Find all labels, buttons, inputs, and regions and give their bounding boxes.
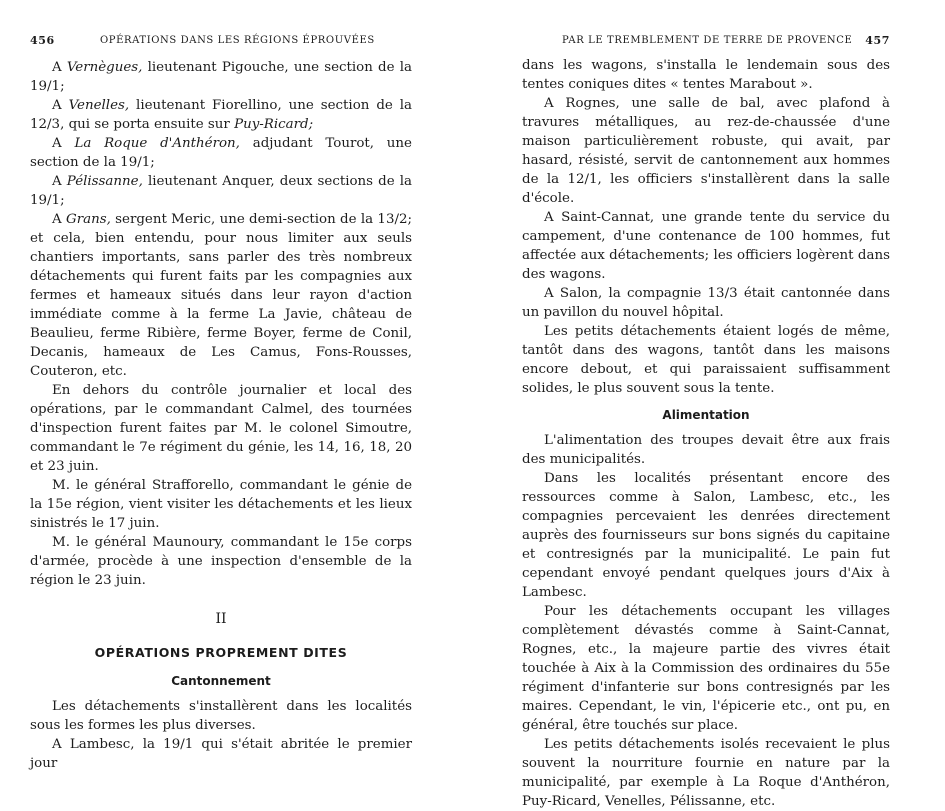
place-name: Pélissanne, <box>66 174 143 189</box>
paragraph: A La Roque d'Anthéron, adjudant Tourot, une section de la 19/1; <box>30 136 412 170</box>
left-page-header <box>30 34 412 52</box>
right-page <box>522 0 890 809</box>
paragraph: A Grans, sergent Meric, une demi-section de la 13/2; et cela, bien entendu, pour nous limiter aux seuls chantiers importants, sans parler des très nombreux détachements qui furent faits par les compagnies aux fermes et hameaux situés dans leur rayon d'action immédiate comme à la ferme La Javie, château de Beaulieu, ferme Ribière, ferme Boyer, ferme de Conil, Decanis, hameaux de Les Camus, Fons-Rousses, Couteron, etc. <box>30 212 413 379</box>
paragraph: A Pélissanne, lieutenant Anquer, deux sections de la 19/1; <box>30 174 413 208</box>
subheading-alimentation: Alimentation <box>662 408 750 422</box>
paragraph: M. le général Strafforello, commandant le génie de la 15e région, vient visiter les détachements et les lieux sinistrés le 17 juin. <box>30 478 412 531</box>
place-name: La Roque d'Anthéron, <box>74 136 240 151</box>
paragraph: Pour les détachements occupant les villages complètement dévastés comme à Saint-Cannat, Rognes, etc., la majeure partie des vivres était touchée à Aix à la Commission des ordinaires du 55e régiment d'infanterie sur bons contresignés par les maires. Cependant, le vin, l'épicerie etc., ont pu, en général, être touchés sur place. <box>522 604 890 733</box>
right-page-header <box>522 34 890 52</box>
place-name: Puy-Ricard; <box>234 117 314 132</box>
left-page <box>30 0 413 771</box>
right-page-body <box>522 56 890 811</box>
subheading-cantonnement: Cantonnement <box>171 674 271 688</box>
paragraph: Les petits détachements étaient logés de même, tantôt dans des wagons, tantôt dans les maisons encore debout, et qui paraissaient suffisamment solides, le plus souvent sous la tente. <box>522 324 890 396</box>
paragraph: M. le général Maunoury, commandant le 15e corps d'armée, procède à une inspection d'ensemble de la région le 23 juin. <box>30 535 412 588</box>
left-page-body <box>30 58 412 773</box>
paragraph: Dans les localités présentant encore des ressources comme à Salon, Lambesc, etc., les compagnies percevaient les denrées directement auprès des fournisseurs sur bons signés du capitaine et contresignés par la municipalité. Le pain fut cependant envoyé pendant quelques jours d'Aix à Lambesc. <box>522 471 890 600</box>
paragraph: En dehors du contrôle journalier et local des opérations, par le commandant Calmel, des tournées d'inspection furent faites par M. le colonel Simoutre, commandant le 7e régiment du génie, les 14, 16, 18, 20 et 23 juin. <box>30 383 412 474</box>
right-page-number: 457 <box>865 34 890 47</box>
chapter-title: OPÉRATIONS PROPREMENT DITES <box>94 645 348 660</box>
paragraph: A Salon, la compagnie 13/3 était cantonnée dans un pavillon du nouvel hôpital. <box>522 286 890 320</box>
paragraph: Les petits détachements isolés recevaient le plus souvent la nourriture fournie en nature par la municipalité, par exemple à La Roque d'Anthéron, Puy-Ricard, Venelles, Pélissanne, etc. <box>522 737 890 809</box>
paragraph: dans les wagons, s'installa le lendemain sous des tentes coniques dites « tentes Marabout ». <box>522 58 890 92</box>
place-name: Vernègues, <box>66 60 143 75</box>
paragraph: A Saint-Cannat, une grande tente du service du campement, d'une contenance de 100 hommes, fut affectée aux détachements; les officiers logèrent dans des wagons. <box>522 210 890 282</box>
section-numeral: II <box>215 611 227 627</box>
left-page-number: 456 <box>30 34 55 47</box>
right-running-head: PAR LE TREMBLEMENT DE TERRE DE PROVENCE <box>562 35 853 46</box>
paragraph: A Rognes, une salle de bal, avec plafond à travures métalliques, au rez-de-chaussée d'une maison particulièrement robuste, qui avait, par hasard, résisté, servit de cantonnement aux hommes de la 12/1, les officiers s'installèrent dans la salle d'école. <box>522 96 890 206</box>
paragraph: Les détachements s'installèrent dans les localités sous les formes les plus diverses. <box>30 699 412 733</box>
paragraph: A Venelles, lieutenant Fiorellino, une section de la 12/3, qui se porta ensuite sur Puy-Ricard; <box>30 98 412 132</box>
left-running-head: OPÉRATIONS DANS LES RÉGIONS ÉPROUVÉES <box>100 35 375 46</box>
place-name: Venelles, <box>68 98 130 113</box>
place-name: Grans, <box>66 212 111 227</box>
paragraph: A Lambesc, la 19/1 qui s'était abritée le premier jour <box>30 737 412 771</box>
paragraph: L'alimentation des troupes devait être aux frais des municipalités. <box>522 433 890 467</box>
paragraph: A Vernègues, lieutenant Pigouche, une section de la 19/1; <box>30 60 412 94</box>
